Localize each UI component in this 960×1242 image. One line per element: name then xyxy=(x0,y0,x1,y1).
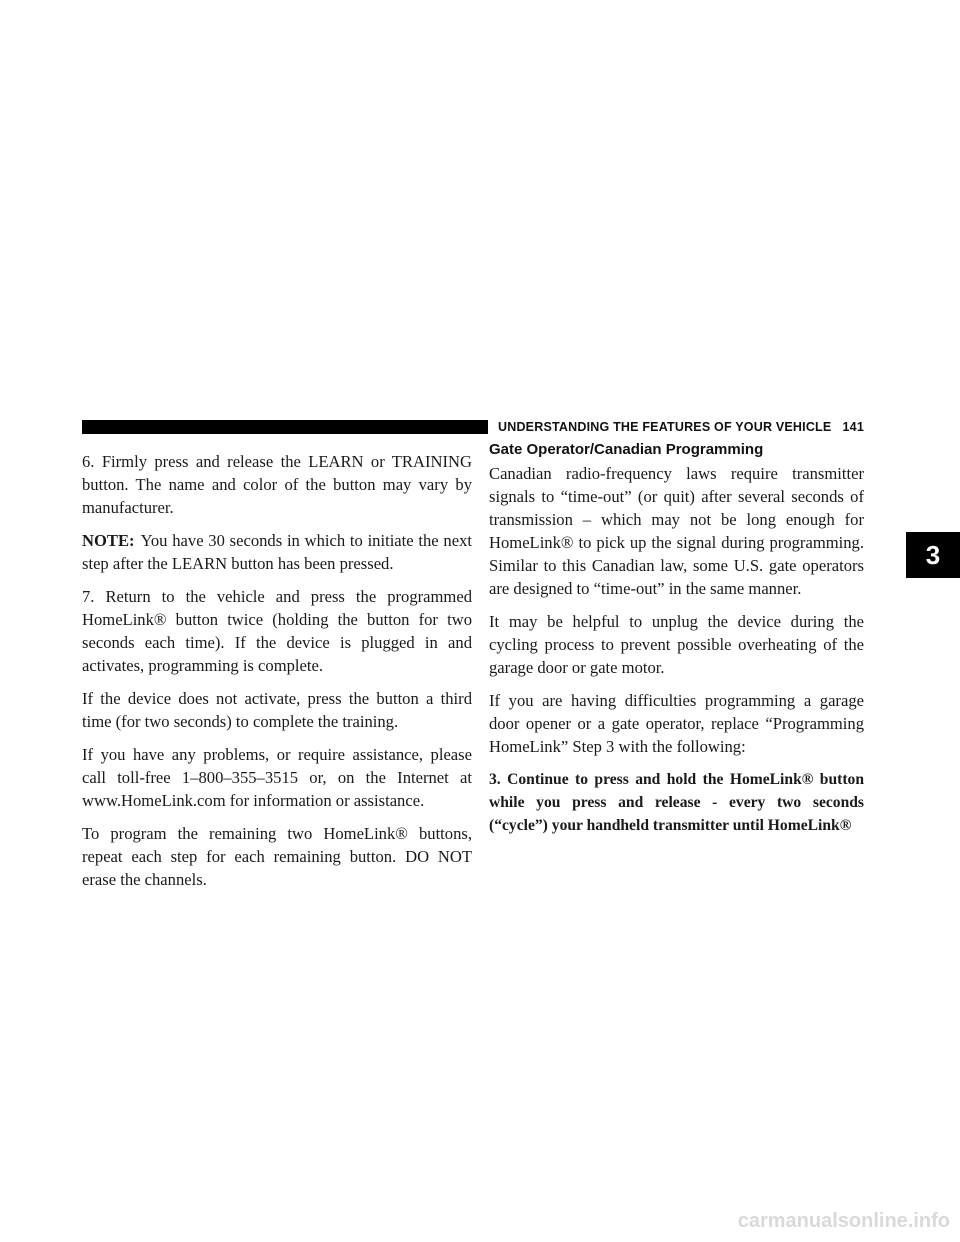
section-heading: Gate Operator/Canadian Programming xyxy=(489,441,764,458)
right-column xyxy=(489,462,864,847)
step-6-paragraph: 6. Firmly press and release the LEARN or TRAINING button. The name and color of the button may vary by manufacturer. xyxy=(82,452,472,517)
left-column xyxy=(82,450,472,901)
header-title: UNDERSTANDING THE FEATURES OF YOUR VEHICLE xyxy=(498,420,832,434)
header-rule xyxy=(82,420,488,434)
running-header xyxy=(498,417,864,437)
note-paragraph xyxy=(82,529,472,575)
remaining-buttons-paragraph: To program the remaining two HomeLink® buttons, repeat each step for each remaining button. DO NOT erase the channels. xyxy=(82,824,472,889)
step-3-bold-paragraph: 3. Continue to press and hold the HomeLink® button while you press and release - every two seconds (“cycle”) your handheld transmitter until HomeLink® xyxy=(489,771,864,834)
assistance-paragraph: If you have any problems, or require assistance, please call toll-free 1–800–355–3515 or, on the Internet at www.HomeLink.com for information or assistance. xyxy=(82,745,472,810)
chapter-tab: 3 xyxy=(906,532,960,578)
watermark: carmanualsonline.info xyxy=(737,1210,950,1232)
third-press-paragraph: If the device does not activate, press the button a third time (for two seconds) to complete the training. xyxy=(82,689,472,731)
unplug-paragraph: It may be helpful to unplug the device during the cycling process to prevent possible overheating of the garage door or gate motor. xyxy=(489,612,864,677)
note-label: NOTE: xyxy=(82,531,135,550)
note-text: You have 30 seconds in which to initiate the next step after the LEARN button has been pressed. xyxy=(82,531,472,573)
difficulties-paragraph: If you are having difficulties programming a garage door opener or a gate operator, replace “Programming HomeLink” Step 3 with the following: xyxy=(489,691,864,756)
canadian-law-paragraph: Canadian radio-frequency laws require transmitter signals to “time-out” (or quit) after several seconds of transmission – which may not be long enough for HomeLink® to pick up the signal during programming. Similar to this Canadian law, some U.S. gate operators are designed to “time-out” in the same manner. xyxy=(489,464,864,598)
step-7-paragraph: 7. Return to the vehicle and press the programmed HomeLink® button twice (holding the button for two seconds each time). If the device is plugged in and activates, programming is complete. xyxy=(82,587,472,675)
page-number: 141 xyxy=(842,420,864,434)
